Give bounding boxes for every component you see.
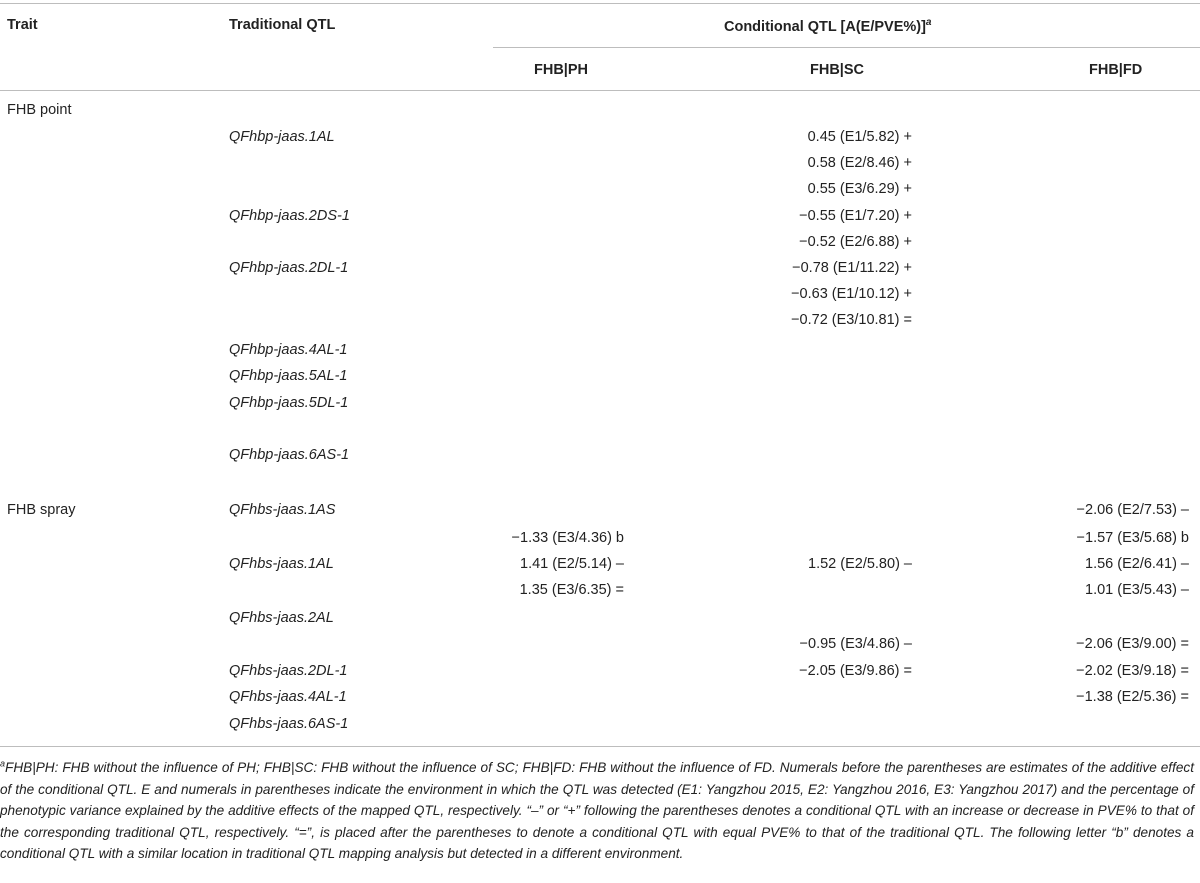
cell-ph: 1.35 (E3/6.35) = [519,582,624,598]
cell-fd: −2.06 (E3/9.00) = [1076,636,1189,652]
cell-qtl: QFhbs-jaas.1AL [229,556,334,572]
cell-sc: −0.95 (E3/4.86) – [799,636,912,652]
header-bottom-rule [0,90,1200,91]
cell-qtl: QFhbs-jaas.6AS-1 [229,716,349,732]
cell-qtl: QFhbs-jaas.1AS [229,502,336,518]
header-trait: Trait [7,17,38,33]
cell-qtl: QFhbp-jaas.4AL-1 [229,342,348,358]
cell-qtl: QFhbp-jaas.2DL-1 [229,260,349,276]
cell-fd: 1.01 (E3/5.43) – [1085,582,1189,598]
cell-sc: −0.72 (E3/10.81) = [791,312,912,328]
header-fhb-ph: FHB|PH [534,62,588,78]
cell-sc: 0.55 (E3/6.29) + [807,181,912,197]
cell-sc: 0.58 (E2/8.46) + [807,155,912,171]
cell-fd: −1.57 (E3/5.68) b [1076,530,1189,546]
cell-sc: −0.52 (E2/6.88) + [799,234,912,250]
table-top-rule [0,3,1200,4]
cell-sc: −0.55 (E1/7.20) + [799,208,912,224]
header-fhb-fd: FHB|FD [1089,62,1143,78]
cell-qtl: QFhbp-jaas.1AL [229,129,335,145]
cell-qtl: QFhbp-jaas.2DS-1 [229,208,350,224]
cell-qtl: QFhbs-jaas.4AL-1 [229,689,347,705]
cell-ph: −1.33 (E3/4.36) b [511,530,624,546]
conditional-header-rule [493,47,1200,48]
table-footnote [0,757,1194,865]
cell-trait: FHB spray [7,502,76,518]
cell-qtl: QFhbs-jaas.2DL-1 [229,663,348,679]
cell-fd: −2.06 (E2/7.53) – [1076,502,1189,518]
cell-trait: FHB point [7,102,72,118]
footnote-text: FHB|PH: FHB without the influence of PH; FHB|SC: FHB without the influence of SC; FHB|FD: FHB without the influence of FD. Numerals before the parentheses are estimates of the additive effect of the conditional QTL. E and numerals in parentheses indicate the environment in which the QTL was detected (E1: Yangzhou 2015, E2: Yangzhou 2016, E3: Yangzhou 2017) and the percentage of phenotypic variance explained by the additive effects of the mapped QTL, respectively. “–” or “+” following the parentheses denotes a conditional QTL with an increase or decrease in PVE% to that of the corresponding traditional QTL, respectively. “=”, is placed after the parentheses to denote a conditional QTL with equal PVE% to that of the traditional QTL. The following letter “b” denotes a conditional QTL with a similar location in traditional QTL mapping analysis but detected in a different environment. [0,760,1194,861]
cell-qtl: QFhbp-jaas.6AS-1 [229,447,350,463]
cell-sc: −0.63 (E1/10.12) + [791,286,912,302]
footnote-sup: a [0,758,6,769]
header-conditional-text: Conditional QTL [A(E/PVE%)] [724,18,926,35]
cell-fd: −1.38 (E2/5.36) = [1076,689,1189,705]
header-conditional-sup: a [925,17,932,28]
cell-sc: −2.05 (E3/9.86) = [799,663,912,679]
cell-qtl: QFhbp-jaas.5DL-1 [229,395,349,411]
cell-sc: 1.52 (E2/5.80) – [808,556,912,572]
cell-sc: −0.78 (E1/11.22) + [792,260,912,276]
cell-ph: 1.41 (E2/5.14) – [520,556,624,572]
table-bottom-rule [0,746,1200,747]
cell-qtl: QFhbp-jaas.5AL-1 [229,368,348,384]
cell-fd: 1.56 (E2/6.41) – [1085,556,1189,572]
cell-qtl: QFhbs-jaas.2AL [229,610,334,626]
cell-sc: 0.45 (E1/5.82) + [807,129,912,145]
header-traditional-qtl: Traditional QTL [229,17,336,33]
header-conditional-qtl [724,17,931,35]
header-fhb-sc: FHB|SC [810,62,864,78]
cell-fd: −2.02 (E3/9.18) = [1076,663,1189,679]
